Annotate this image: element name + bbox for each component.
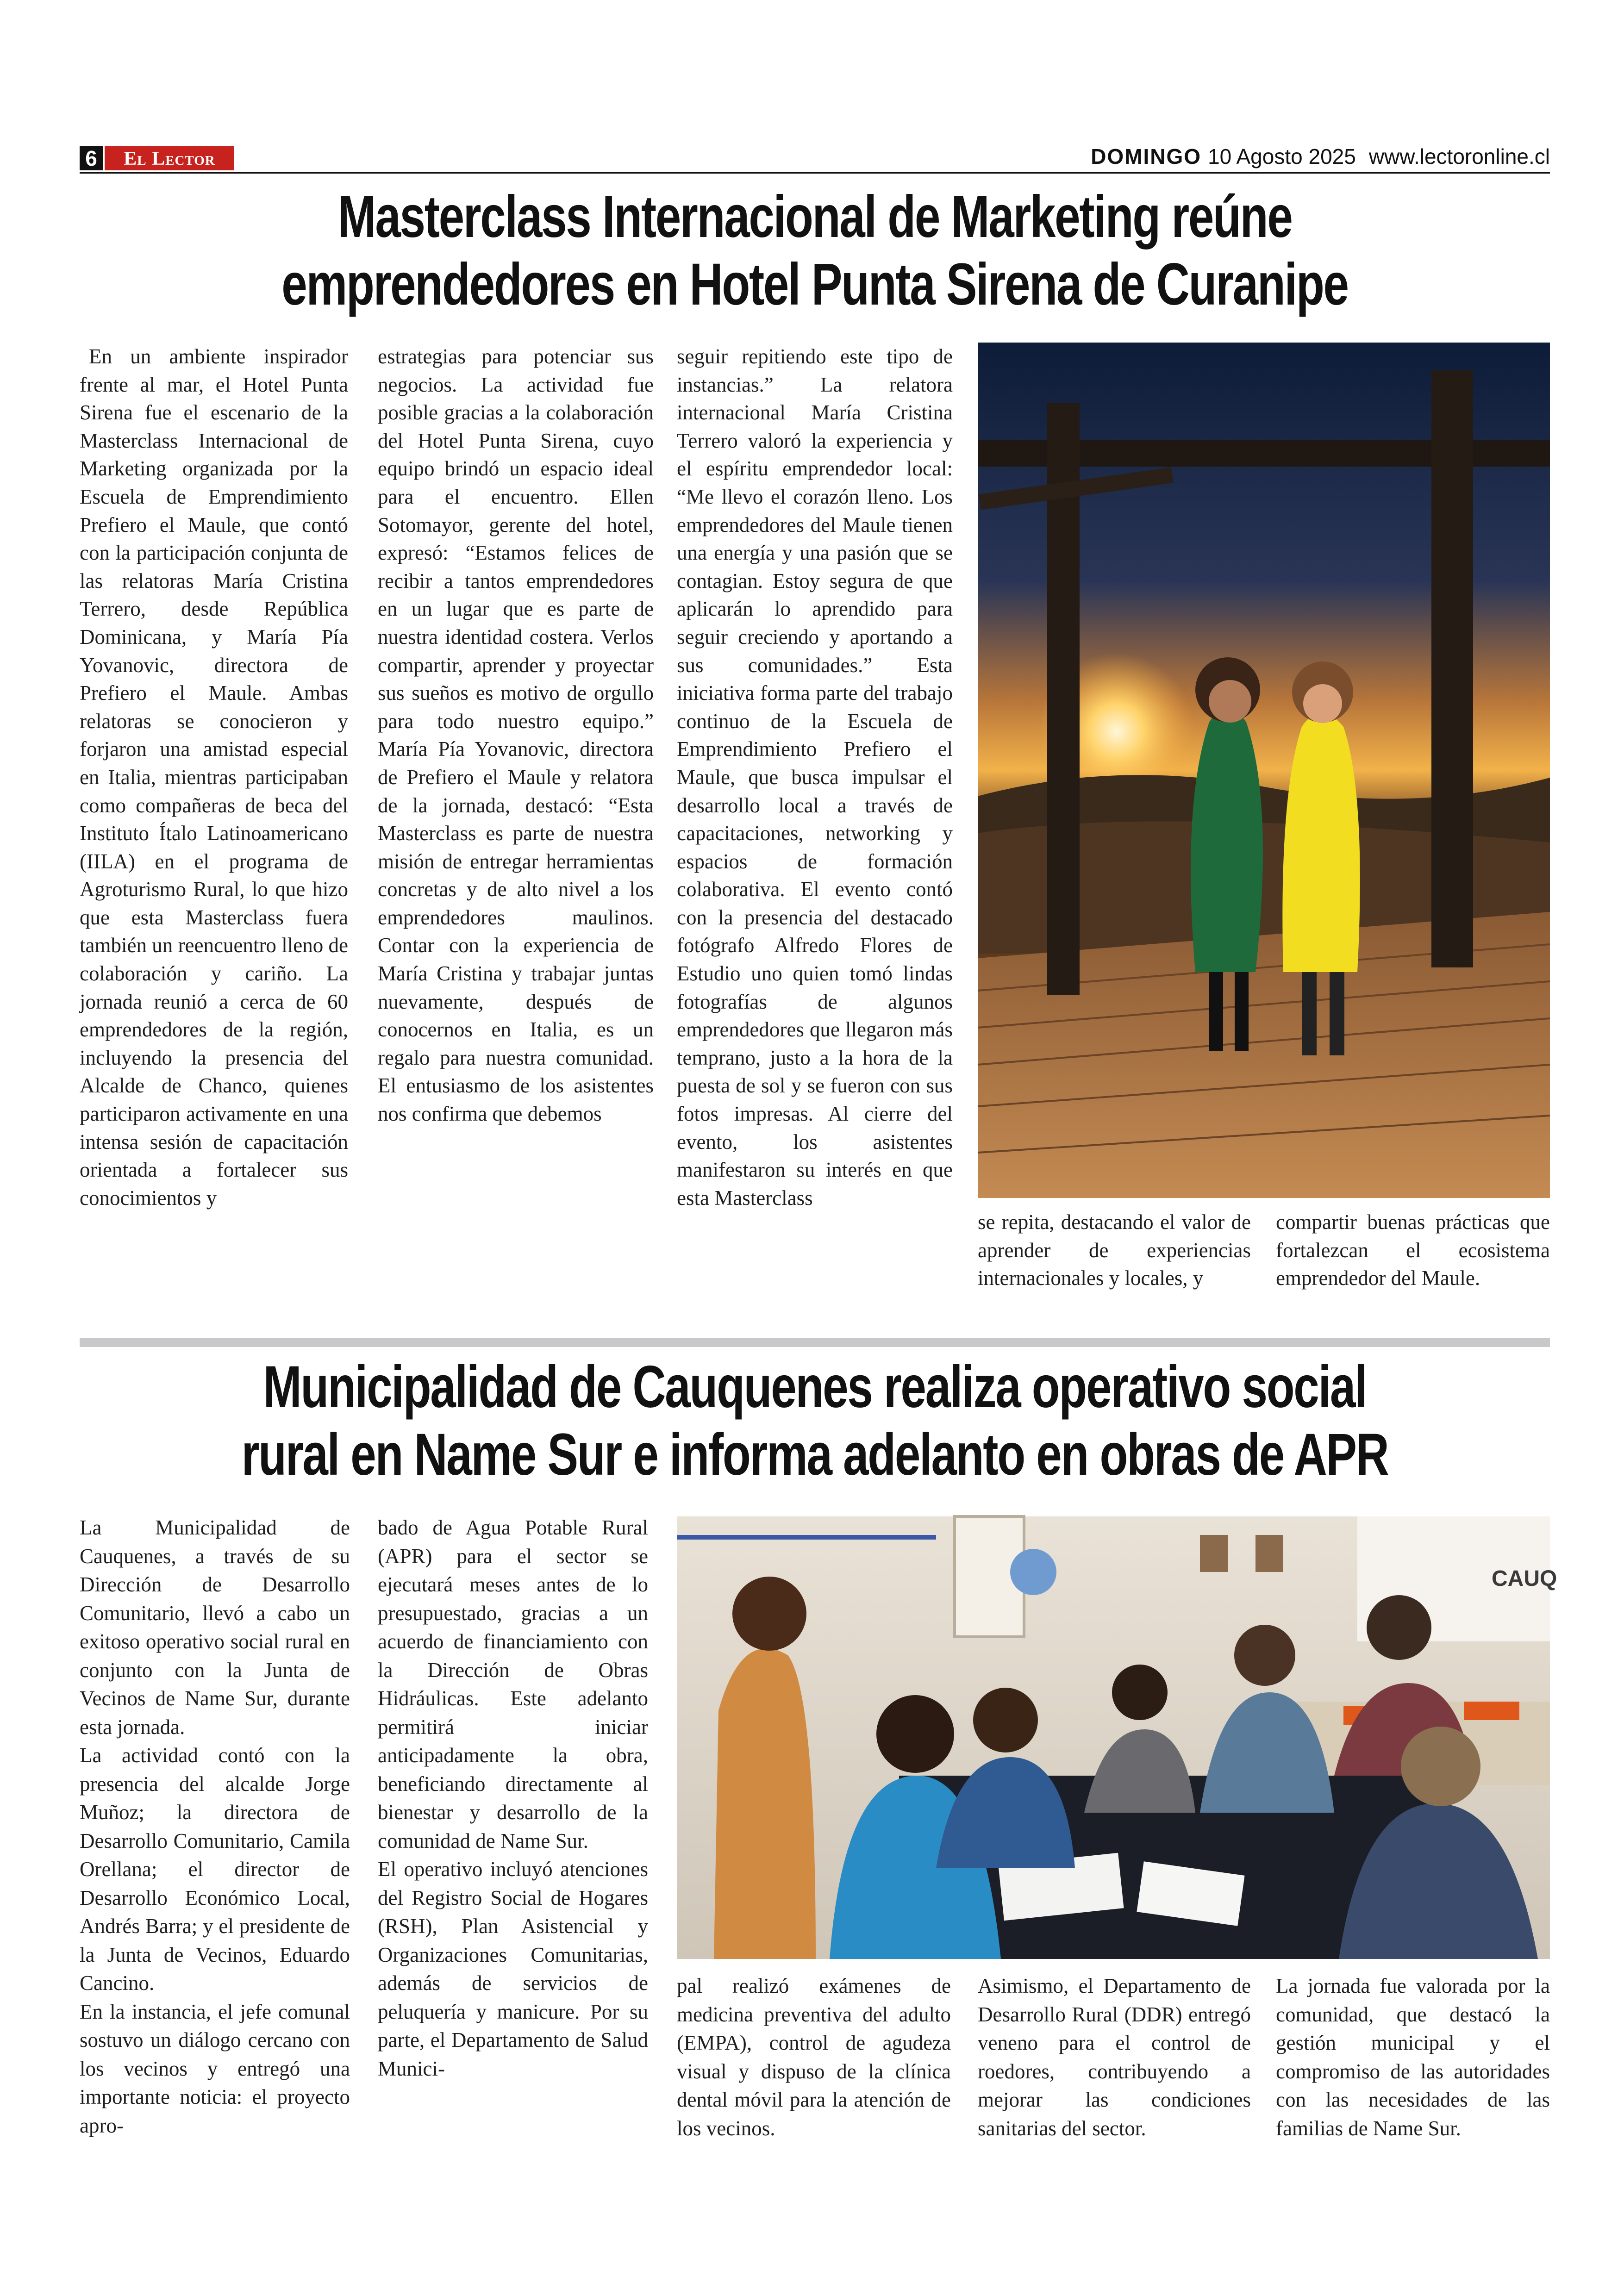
article2-column-1 (80, 1514, 350, 2180)
article2-column-4 (978, 1972, 1251, 2180)
article1-col4-text: se repita, destacando el valor de aprender de experiencias internacionales y locales, y (978, 1210, 1251, 1290)
article2-photo-community-meeting (677, 1516, 1557, 1959)
photo-banner-text: CAUQ (1492, 1566, 1557, 1591)
issue-date: 10 Agosto 2025 (1208, 144, 1356, 168)
article2-col4-text: Asimismo, el Departamento de Desarrollo Rural (DDR) entregó veneno para el control de roedores, contribuyendo a mejorar las condiciones sanitarias del sector. (978, 1974, 1251, 2140)
article1-col5-text: compartir buenas prácticas que fortalezcan el ecosistema emprendedor del Maule. (1276, 1210, 1550, 1290)
article1-column-3 (677, 343, 953, 1310)
article2-col5-text: La jornada fue valorada por la comunidad, que destacó la gestión municipal y el compromiso de las autoridades con las necesidades de las familias de Name Sur. (1276, 1974, 1550, 2140)
header-rule (80, 172, 1550, 174)
article2-column-3 (677, 1972, 951, 2180)
article1-column-5 (1276, 1208, 1550, 1310)
article2-col2-paragraph-2: El operativo incluyó atenciones del Registro Social de Hogares (RSH), Plan Asistencial y Organizaciones Comunitarias, además de servicios de peluquería y manicure. Por su parte, el Departamento de Salud Munici- (378, 1858, 648, 2080)
article1-headline-line2: emprendedores en Hotel Punta Sirena de Curanipe (281, 251, 1348, 318)
article2-col3-text: pal realizó exámenes de medicina preventiva del adulto (EMPA), control de agudeza visual y dispuso de la clínica dental móvil para la atención de los vecinos. (677, 1974, 951, 2140)
newspaper-logo: El Lector (105, 146, 234, 170)
article2-headline (241, 1353, 1388, 1489)
issue-date-line (1091, 143, 1550, 170)
article1-column-1 (80, 343, 348, 1310)
article2-headline-line2: rural en Name Sur e informa adelanto en obras de APR (241, 1422, 1388, 1488)
article2-column-5 (1276, 1972, 1550, 2180)
article2-col1-paragraph-3: En la instancia, el jefe comunal sostuvo un diálogo cercano con los vecinos y entregó una importante noticia: el proyecto apro- (80, 2000, 350, 2137)
article1-column-2 (378, 343, 654, 1310)
article1-col1-text: En un ambiente inspirador frente al mar, el Hotel Punta Sirena fue el escenario de la Masterclass Internacional de Marketing organizada por la Escuela de Emprendimiento Prefiero el Maule, que contó con la participación conjunta de las relatoras María Cristina Terrero, desde República Dominicana, y María Pía Yovanovic, directora de Prefiero el Maule. Ambas relatoras se conocieron y forjaron una amistad especial en Italia, mientras participaban como compañeras de beca del Instituto Ítalo Latinoamericano (IILA) en el programa de Agroturismo Rural, lo que hizo que esta Masterclass fuera también un reencuentro lleno de colaboración y cariño. La jornada reunió a cerca de 60 emprendedores de la región, incluyendo la presencia del Alcalde de Chanco, quienes participaron activamente en una intensa sesión de capacitación orientada a fortalecer sus conocimientos y (80, 345, 348, 1210)
article1-headline (241, 183, 1388, 318)
article1-col3-text: seguir repitiendo este tipo de instancias.” La relatora internacional María Cristina Terrero valoró la experiencia y el espíritu emprendedor local: “Me llevo el corazón lleno. Los emprendedores del Maule tienen una energía y una pasión que se contagian. Estoy segura de que aplicarán lo aprendido para seguir creciendo y aportando a sus comunidades.” Esta iniciativa forma parte del trabajo continuo de la Escuela de Emprendimiento Prefiero el Maule, que busca impulsar el desarrollo local a través de capacitaciones, networking y espacios de formación colaborativa. El evento contó con la presencia del destacado fotógrafo Alfredo Flores de Estudio uno quien tomó lindas fotografías de algunos emprendedores que llegaron más temprano, justo a la hora de la puesta de sol y se fueron con sus fotos impresas. Al cierre del evento, los asistentes manifestaron su interés en que esta Masterclass (677, 345, 953, 1210)
article-separator (80, 1338, 1550, 1347)
article2-col2-paragraph-1: bado de Agua Potable Rural (APR) para el sector se ejecutará meses antes de lo presupuestado, gracias a un acuerdo de financiamiento con la Dirección de Obras Hidráulicas. Este adelanto permitirá iniciar anticipadamente la obra, beneficiando directamente al bienestar y desarrollo de la comunidad de Name Sur. (378, 1516, 648, 1852)
article2-col1-paragraph-2: La actividad contó con la presencia del alcalde Jorge Muñoz; la directora de Desarrollo Comunitario, Camila Orellana; el director de Desarrollo Económico Local, Andrés Barra; y el presidente de la Junta de Vecinos, Eduardo Cancino. (80, 1744, 350, 1995)
article1-headline-line1: Masterclass Internacional de Marketing reúne (337, 184, 1292, 250)
article2-column-2 (378, 1514, 648, 2180)
page-number: 6 (80, 146, 103, 170)
issue-day: DOMINGO (1091, 144, 1202, 168)
article2-col1-paragraph-1: La Municipalidad de Cauquenes, a través de su Dirección de Desarrollo Comunitario, llevó a cabo un exitoso operativo social rural en conjunto con la Junta de Vecinos de Name Sur, durante esta jornada. (80, 1516, 350, 1739)
article2-headline-line1: Municipalidad de Cauquenes realiza operativo social (263, 1354, 1367, 1420)
article1-photo-sunset-women (978, 343, 1550, 1198)
website-link[interactable]: www.lectoronline.cl (1368, 144, 1550, 168)
article1-column-4 (978, 1208, 1251, 1310)
article1-col2-text: estrategias para potenciar sus negocios. La actividad fue posible gracias a la colaboración del Hotel Punta Sirena, cuyo equipo brindó un espacio ideal para el encuentro. Ellen Sotomayor, gerente del hotel, expresó: “Estamos felices de recibir a tantos emprendedores en un lugar que es parte de nuestra identidad costera. Verlos compartir, aprender y proyectar sus sueños es motivo de orgullo para todo nuestro equipo.” María Pía Yovanovic, directora de Prefiero el Maule y relatora de la jornada, destacó: “Esta Masterclass es parte de nuestra misión de entregar herramientas concretas y de alto nivel a los emprendedores maulinos. Contar con la experiencia de María Cristina y trabajar juntas nuevamente, después de conocernos en Italia, es un regalo para nuestra comunidad. El entusiasmo de los asistentes nos confirma que debemos (378, 345, 654, 1126)
